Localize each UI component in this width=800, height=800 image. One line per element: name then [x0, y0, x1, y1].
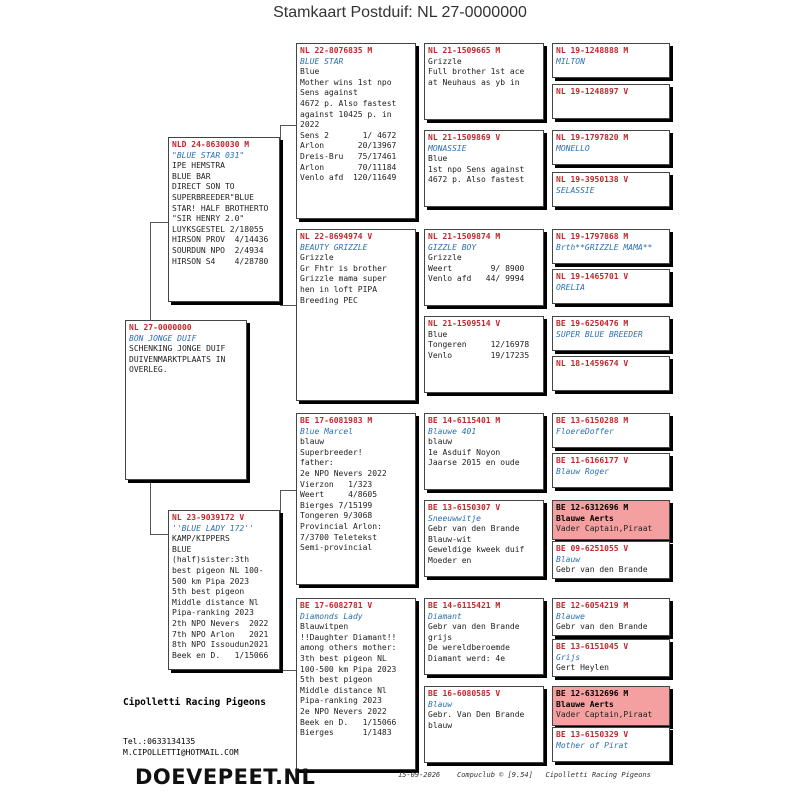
pigeon-name: Blauwe 401 — [428, 426, 477, 436]
card-line: DUIVENMARKTPLAATS IN — [129, 354, 226, 364]
ring-number: NL 19-1248888 M — [556, 46, 629, 55]
pigeon-card-ffm[interactable] — [424, 130, 544, 207]
connector — [280, 305, 296, 306]
card-line: Grizzle — [300, 253, 334, 263]
connector — [280, 490, 281, 670]
card-line: father: — [300, 458, 334, 468]
ring-number: NLD 24-8630030 M — [172, 140, 250, 149]
card-line: Gebr van den Brande — [428, 524, 520, 534]
card-line: Grizzle — [428, 56, 462, 66]
pigeon-card-mf[interactable] — [296, 413, 416, 585]
card-line: Sens 2 1/ 4672 — [300, 130, 397, 140]
pigeon-card-g14[interactable] — [552, 639, 670, 677]
pigeon-name: Grijs — [556, 652, 581, 662]
ring-number: BE 13-6150329 V — [556, 730, 629, 739]
card-line: Arlon 70/11184 — [300, 162, 397, 172]
card-line: DIRECT SON TO — [172, 182, 235, 192]
card-line: Mother wins 1st npo — [300, 77, 392, 87]
card-line: 1st npo Sens against — [428, 164, 525, 174]
card-line: 2e NPO Nevers 2022 — [300, 468, 387, 478]
pigeon-card-g15[interactable] — [552, 686, 670, 726]
pigeon-name: Diamant — [428, 611, 462, 621]
connector — [280, 670, 296, 671]
card-line: Vader Captain,Piraat — [556, 710, 653, 720]
card-line: Bierges 7/15199 — [300, 500, 373, 510]
card-line: Superbreeder! — [300, 447, 363, 457]
ring-number: NL 19-1465701 V — [556, 272, 629, 281]
footer-credits: 15-09-2026 Compuclub © [9.54] Cipolletti Racing Pigeons — [398, 771, 651, 779]
card-line: best pigeon NL 100- — [172, 565, 264, 575]
card-line: Beek en D. 1/15066 — [172, 650, 269, 660]
pigeon-name: Blauwe Aerts — [556, 699, 614, 709]
card-line: blauw — [428, 720, 453, 730]
pigeon-card-ff[interactable] — [296, 43, 416, 219]
pigeon-card-g4[interactable] — [552, 172, 670, 207]
card-line: among others mother: — [300, 643, 397, 653]
pigeon-card-g2[interactable] — [552, 84, 670, 119]
pigeon-name: Blauw — [428, 699, 453, 709]
pigeon-name: Diamonds Lady — [300, 611, 363, 621]
connector — [280, 490, 296, 491]
ring-number: BE 17-6081983 M — [300, 416, 373, 425]
card-line: STAR! HALF BROTHERTO — [172, 203, 269, 213]
pigeon-card-fmf[interactable] — [424, 229, 544, 306]
card-line: Moeder en — [428, 555, 472, 565]
card-line: blauw — [300, 437, 325, 447]
ring-number: NL 22-8076835 M — [300, 46, 373, 55]
card-line: Gert Heylen — [556, 663, 609, 673]
card-line: 7th NPO Arlon 2021 — [172, 629, 269, 639]
card-line: at Neuhaus as yb in — [428, 77, 520, 87]
pigeon-name: Blauwe — [556, 611, 585, 621]
card-line: Weert 4/8605 — [300, 490, 378, 500]
card-line: Weert 9/ 8900 — [428, 263, 525, 273]
pigeon-card-fff[interactable] — [424, 43, 544, 120]
pigeon-card-mmm[interactable] — [424, 686, 544, 763]
card-line: 4672 p. Also fastest — [428, 175, 525, 185]
card-line: Pipa-ranking 2023 — [300, 696, 382, 706]
card-line: Breeding PEC — [300, 295, 358, 305]
pigeon-card-father[interactable] — [168, 137, 280, 302]
pigeon-name: Blauwe Aerts — [556, 513, 614, 523]
pigeon-card-mmf[interactable] — [424, 598, 544, 675]
card-line: Gebr van den Brande — [428, 622, 520, 632]
pigeon-card-g5[interactable] — [552, 229, 670, 264]
pigeon-card-g11[interactable] — [552, 500, 670, 540]
pigeon-name: Blue Marcel — [300, 426, 353, 436]
card-line: Blue — [428, 329, 448, 339]
ring-number: NL 21-1509869 V — [428, 133, 501, 142]
card-line: De wereldberoemde — [428, 643, 510, 653]
card-line: Vader Captain,Piraat — [556, 524, 653, 534]
card-line: Bierges 1/1483 — [300, 728, 392, 738]
contact-email: M.CIPOLLETTI@HOTMAIL.COM — [123, 748, 239, 757]
card-line: 500 km Pipa 2023 — [172, 576, 250, 586]
ring-number: NL 21-1509514 V — [428, 319, 501, 328]
card-line: Venlo 19/17235 — [428, 350, 530, 360]
pigeon-name: Blauw — [556, 554, 581, 564]
card-line: Semi-provincial — [300, 543, 373, 553]
card-line: Sens against — [300, 88, 358, 98]
ring-number: NL 22-8694974 V — [300, 232, 373, 241]
connector — [150, 222, 170, 223]
card-line: Diamant werd: 4e — [428, 653, 506, 663]
card-line: "SIR HENRY 2.0" — [172, 214, 245, 224]
ring-number: NL 19-1797820 M — [556, 133, 629, 142]
page-title: Stamkaart Postduif: NL 27-0000000 — [273, 4, 527, 21]
card-line: Middle distance Nl — [300, 685, 387, 695]
pigeon-card-mm[interactable] — [296, 598, 416, 770]
contact-info — [123, 736, 239, 758]
pigeon-card-fm[interactable] — [296, 229, 416, 401]
ring-number: BE 14-6115421 M — [428, 601, 501, 610]
ring-number: BE 11-6166177 V — [556, 456, 629, 465]
card-line: Grizzle mama super — [300, 274, 387, 284]
card-line: Beek en D. 1/15066 — [300, 717, 397, 727]
pigeon-name: ''BLUE LADY 172'' — [172, 523, 254, 533]
connector — [280, 125, 296, 126]
card-line: Blauwitpen — [300, 622, 349, 632]
card-line: Venlo afd 44/ 9994 — [428, 274, 525, 284]
pigeon-name: FloereDoffer — [556, 426, 614, 436]
pigeon-card-g12[interactable] — [552, 541, 670, 579]
card-line: 8th NPO Issoudun2021 — [172, 640, 269, 650]
card-line: Gr Fhtr is brother — [300, 263, 387, 273]
card-line: Gebr. Van Den Brande — [428, 710, 525, 720]
ring-number: NL 19-3950138 V — [556, 175, 629, 184]
ring-number: BE 12-6054219 M — [556, 601, 629, 610]
breeder-name: Cipolletti Racing Pigeons — [123, 697, 266, 708]
card-line: Middle distance Nl — [172, 597, 259, 607]
pigeon-name: Mother of Pirat — [556, 740, 629, 750]
card-line: 3th best pigeon NL — [300, 653, 387, 663]
card-line: HIRSON PROV 4/14436 — [172, 235, 269, 245]
card-line: Tongeren 9/3068 — [300, 511, 373, 521]
card-line: Arlon 20/13967 — [300, 141, 397, 151]
pigeon-name: Brth**GRIZZLE MAMA** — [556, 242, 653, 252]
card-line: 5th best pigeon — [300, 675, 373, 685]
card-line: Pipa-ranking 2023 — [172, 608, 254, 618]
ring-number: BE 19-6250476 M — [556, 319, 629, 328]
card-line: grijs — [428, 632, 453, 642]
ring-number: NL 19-1797868 M — [556, 232, 629, 241]
pigeon-name: "BLUE STAR 031" — [172, 150, 245, 160]
ring-number: BE 09-6251055 V — [556, 544, 629, 553]
pigeon-name: MILTON — [556, 56, 585, 66]
card-line: 1e Asduif Noyon — [428, 447, 501, 457]
pigeon-name: BEAUTY GRIZZLE — [300, 242, 368, 252]
card-line: 2th NPO Nevers 2022 — [172, 618, 269, 628]
card-line: Gebr van den Brande — [556, 622, 648, 632]
card-line: BLUE — [172, 544, 192, 554]
connector — [150, 534, 170, 535]
pigeon-name: SELASSIE — [556, 185, 595, 195]
ring-number: NL 27-0000000 — [129, 323, 192, 332]
ring-number: BE 14-6115401 M — [428, 416, 501, 425]
card-line: against 10425 p. in — [300, 109, 392, 119]
card-line: 2e NPO Nevers 2022 — [300, 706, 387, 716]
pigeon-name: MONASSIE — [428, 143, 467, 153]
pigeon-name: Blauw Roger — [556, 466, 609, 476]
pigeon-card-g1[interactable] — [552, 43, 670, 78]
card-line: SUPERBREEDER"BLUE — [172, 192, 254, 202]
card-line: Gebr van den Brande — [556, 565, 648, 575]
card-line: SOURDUN NPO 2/4934 — [172, 245, 264, 255]
card-line: HIRSON S4 4/28780 — [172, 256, 269, 266]
pigeon-name: GIZZLE BOY — [428, 242, 477, 252]
card-line: blauw — [428, 437, 453, 447]
card-line: Full brother 1st ace — [428, 67, 525, 77]
connector — [280, 125, 281, 305]
card-line: Blue — [300, 67, 320, 77]
pigeon-card-g13[interactable] — [552, 598, 670, 636]
card-line: (half)sister:3th — [172, 555, 250, 565]
pigeon-card-g9[interactable] — [552, 413, 670, 448]
card-line: Dreis-Bru 75/17461 — [300, 151, 397, 161]
card-line: !!Daughter Diamant!! — [300, 632, 397, 642]
ring-number: BE 13-6151045 V — [556, 642, 629, 651]
ring-number: NL 23-9039172 V — [172, 513, 245, 522]
pigeon-name: SUPER BLUE BREEDER — [556, 329, 643, 339]
card-line: 4672 p. Also fastest — [300, 98, 397, 108]
card-line: Vierzon 1/323 — [300, 479, 373, 489]
ring-number: BE 13-6150307 V — [428, 503, 501, 512]
card-line: Tongeren 12/16978 — [428, 340, 530, 350]
card-line: hen in loft PIPA — [300, 284, 378, 294]
card-line: Geweldige kweek duif — [428, 545, 525, 555]
pigeon-name: BLUE STAR — [300, 56, 344, 66]
ring-number: BE 17-6082781 V — [300, 601, 373, 610]
contact-phone: Tel.:0633134135 — [123, 737, 196, 746]
card-line: 100-500 km Pipa 2023 — [300, 664, 397, 674]
pigeon-name: ORELIA — [556, 282, 585, 292]
pigeon-card-g10[interactable] — [552, 453, 670, 488]
ring-number: NL 18-1459674 V — [556, 359, 629, 368]
pigeon-card-mother[interactable] — [168, 510, 280, 670]
ring-number: BE 13-6150288 M — [556, 416, 629, 425]
pigeon-card-g8[interactable] — [552, 356, 670, 391]
ring-number: NL 21-1509665 M — [428, 46, 501, 55]
ring-number: BE 12-6312696 M — [556, 503, 629, 512]
pigeon-card-g3[interactable] — [552, 130, 670, 165]
card-line: Venlo afd 120/11649 — [300, 173, 397, 183]
pigeon-card-g16[interactable] — [552, 727, 670, 762]
card-line: LUYKSGESTEL 2/18055 — [172, 224, 264, 234]
pigeon-card-subject[interactable] — [125, 320, 247, 480]
card-line: 5th best pigeon — [172, 587, 245, 597]
pigeon-name: Sneeuwwitje — [428, 513, 481, 523]
card-line: KAMP/KIPPERS — [172, 534, 230, 544]
ring-number: BE 16-6080585 V — [428, 689, 501, 698]
pigeon-card-mfm[interactable] — [424, 500, 544, 577]
card-line: BLUE BAR — [172, 171, 211, 181]
card-line: OVERLEG. — [129, 365, 168, 375]
ring-number: NL 21-1509874 M — [428, 232, 501, 241]
card-line: Grizzle — [428, 253, 462, 263]
pigeon-card-g6[interactable] — [552, 269, 670, 304]
card-line: 7/3700 Teletekst — [300, 532, 378, 542]
pigeon-name: MONELLO — [556, 143, 590, 153]
ring-number: NL 19-1248897 V — [556, 87, 629, 96]
card-line: 2022 — [300, 120, 320, 130]
card-line: Blauw-wit — [428, 534, 472, 544]
card-line: Jaarse 2015 en oude — [428, 458, 520, 468]
ring-number: BE 12-6312696 M — [556, 689, 629, 698]
card-line: Provincial Arlon: — [300, 521, 382, 531]
pigeon-card-g7[interactable] — [552, 316, 670, 351]
card-line: IPE HEMSTRA — [172, 161, 225, 171]
card-line: SCHENKING JONGE DUIF — [129, 344, 226, 354]
watermark-logo: DOEVEPEET.NL — [135, 765, 316, 789]
pigeon-name: BON JONGE DUIF — [129, 333, 197, 343]
card-line: Blue — [428, 154, 448, 164]
pigeon-card-fmm[interactable] — [424, 316, 544, 393]
pigeon-card-mff[interactable] — [424, 413, 544, 490]
